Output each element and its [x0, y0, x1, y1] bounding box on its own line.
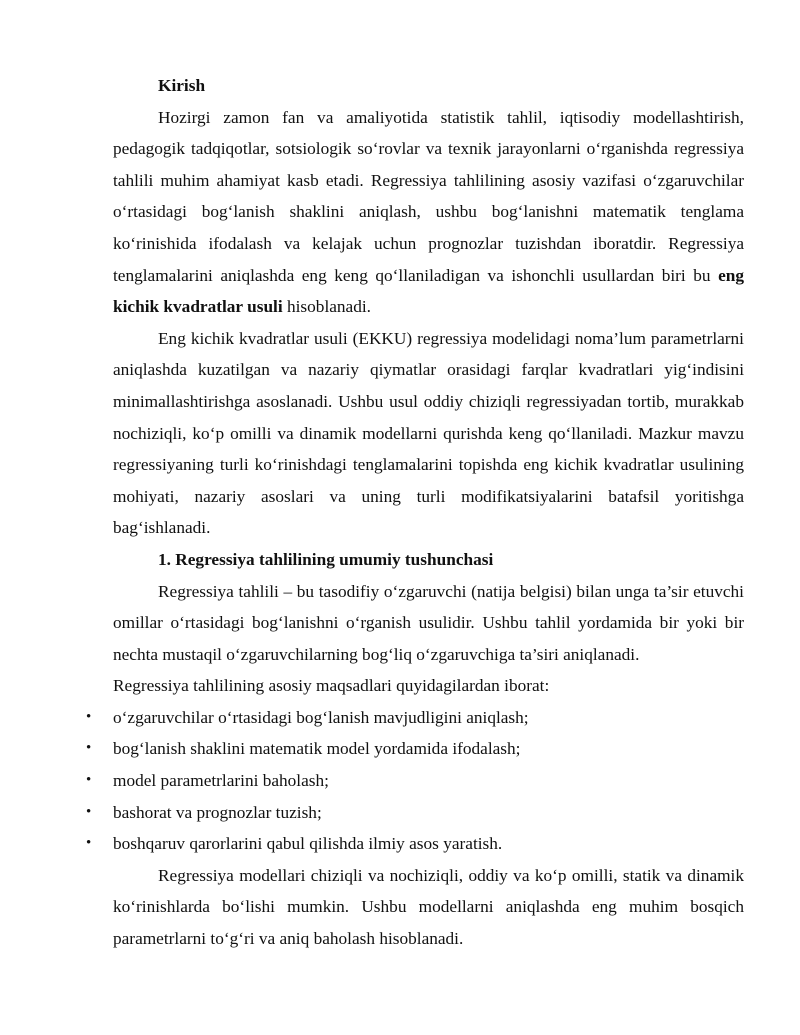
- section-1-paragraph-2: Regressiya modellari chiziqli va nochiziqli, oddiy va ko‘p omilli, statik va dinamik ko‘rinishlarda bo‘lishi mumkin. Ushbu modellarni aniqlashda eng muhim bosqich parametrlarni to‘g‘ri va aniq baholash hisoblanadi.: [113, 865, 744, 949]
- bullet-icon: •: [86, 772, 92, 789]
- intro-paragraph-2: Eng kichik kvadratlar usuli (EKKU) regressiya modelidagi noma’lum parametrlarni aniqlashda kuzatilgan va nazariy qiymatlar orasidagi farqlar kvadratlari yig‘indisini minimallashtirishga asoslanadi. Ushbu usul oddiy chiziqli regressiyadan tortib, murakkab nochiziqli, ko‘p omilli va dinamik modellarni qurishda keng qo‘llaniladi. Mazkur mavzu regressiyaning turli ko‘rinishdagi tenglamalarini topishda eng kichik kvadratlar usulining mohiyati, nazariy asoslari va uning turli modifikatsiyalarini batafsil yoritishga bag‘ishlanadi.: [113, 328, 744, 538]
- intro-paragraph-1-text: Hozirgi zamon fan va amaliyotida statistik tahlil, iqtisodiy modellashtirish, pedagogik tadqiqotlar, sotsiologik so‘rovlar va texnik jarayonlarni o‘rganishda regressiya tahlili muhim ahamiyat kasb etadi. Regressiya tahlilining asosiy vazifasi o‘zgaruvchilar o‘rtasidagi bog‘lanish shaklini aniqlash, ushbu bog‘lanishni matematik tenglama ko‘rinishida ifodalash va kelajak uchun prognozlar tuzishdan iboratdir. Regressiya tenglamalarini aniqlashda eng keng qo‘llaniladigan va ishonchli usullardan biri bu: [113, 107, 744, 285]
- intro-heading: Kirish: [158, 76, 206, 95]
- intro-paragraph-1-bold-term: eng kichik kvadratlar usuli: [113, 265, 744, 317]
- section-1-paragraph-1: Regressiya tahlili – bu tasodifiy o‘zgaruvchi (natija belgisi) bilan unga ta’sir etuvchi omillar o‘rtasidagi bog‘lanishni o‘rganish usulidir. Ushbu tahlil yordamida bir yoki bir nechta mustaqil o‘zgaruvchilarning bog‘liq o‘zgaruvchiga ta’siri aniqlanadi.: [113, 581, 744, 664]
- list-item: [86, 733, 744, 765]
- bullet-icon: •: [86, 835, 92, 852]
- list-item: [86, 797, 744, 829]
- list-item-text: bashorat va prognozlar tuzish;: [113, 802, 322, 822]
- intro-paragraph-1-tail: hisoblanadi.: [282, 297, 371, 317]
- list-item-text: bog‘lanish shaklini matematik model yordamida ifodalash;: [113, 739, 521, 759]
- list-item-text: model parametrlarini baholash;: [113, 771, 329, 791]
- section-1-list-intro: Regressiya tahlilining asosiy maqsadlari quyidagilardan iborat:: [113, 676, 550, 696]
- document-page: [86, 70, 744, 955]
- list-item: [86, 765, 744, 797]
- bullet-icon: •: [86, 740, 92, 757]
- section-1-bullet-list: [86, 702, 744, 860]
- section-1-heading: 1. Regressiya tahlilining umumiy tushunchasi: [158, 549, 494, 569]
- list-item-text: boshqaruv qarorlarini qabul qilishda ilmiy asos yaratish.: [113, 834, 503, 854]
- list-item: [86, 702, 744, 734]
- intro-paragraph-1: [113, 102, 744, 323]
- list-item-text: o‘zgaruvchilar o‘rtasidagi bog‘lanish mavjudligini aniqlash;: [113, 707, 529, 727]
- list-item: [86, 828, 744, 860]
- bullet-icon: •: [86, 803, 92, 820]
- bullet-icon: •: [86, 708, 92, 725]
